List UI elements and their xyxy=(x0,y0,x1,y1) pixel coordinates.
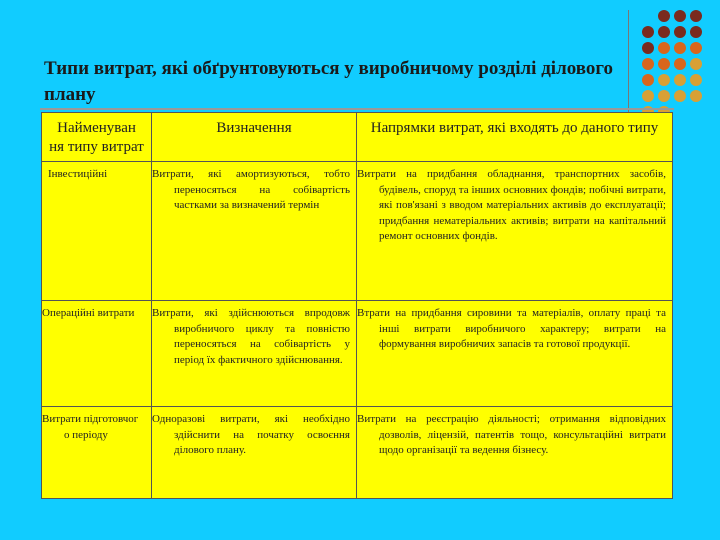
cost-type-cell: Витрати підготовчог о періоду xyxy=(42,407,152,499)
decorative-dot-grid xyxy=(642,10,720,120)
directions-cell: Витрати на реєстрацію діяльності; отримання відповідних дозволів, ліцензій, патентів тощо, консультаційні витрати щодо організації та ведення бізнесу. xyxy=(357,407,673,499)
table-row xyxy=(42,301,673,407)
decorative-dot xyxy=(642,26,654,38)
title-underline xyxy=(40,108,674,110)
decorative-dot xyxy=(674,42,686,54)
definition-cell: Витрати, які здійснюються впродовж виробничого циклу та повністю переносяться на собівартість у період їх фактичного здійснювання. xyxy=(152,301,357,407)
cost-type-cell: Інвестиційні xyxy=(42,162,152,301)
decorative-dot xyxy=(690,26,702,38)
decorative-dot xyxy=(642,74,654,86)
decorative-dot xyxy=(658,90,670,102)
decorative-dot xyxy=(674,58,686,70)
decorative-dot xyxy=(674,10,686,22)
decorative-dot xyxy=(642,42,654,54)
definition-cell: Одноразові витрати, які необхідно здійснити на початку освоєння ділового плану. xyxy=(152,407,357,499)
directions-cell: Втрати на придбання сировини та матеріалів, оплату праці та інші витрати виробничого характеру; витрати на формування виробничих запасів та готової продукції. xyxy=(357,301,673,407)
decorative-dot xyxy=(674,74,686,86)
decorative-dot xyxy=(658,26,670,38)
cost-type-cell: Операційні витрати xyxy=(42,301,152,407)
cost-types-table xyxy=(41,112,673,499)
decorative-dot xyxy=(658,10,670,22)
decorative-dot xyxy=(658,74,670,86)
decorative-dot xyxy=(674,26,686,38)
decorative-dot xyxy=(674,90,686,102)
decorative-dot xyxy=(690,10,702,22)
table-row xyxy=(42,407,673,499)
header-directions: Напрямки витрат, які входять до даного типу xyxy=(357,113,673,162)
decorative-vertical-line xyxy=(628,10,629,122)
header-definition: Визначення xyxy=(152,113,357,162)
decorative-dot xyxy=(642,58,654,70)
table-row xyxy=(42,162,673,301)
decorative-dot xyxy=(658,58,670,70)
decorative-dot xyxy=(690,42,702,54)
header-cost-type: Найменуван ня типу витрат xyxy=(42,113,152,162)
table-header-row xyxy=(42,113,673,162)
decorative-dot xyxy=(690,90,702,102)
decorative-dot xyxy=(642,90,654,102)
directions-cell: Витрати на придбання обладнання, транспортних засобів, будівель, споруд та інших основних фондів; побічні витрати, які пов'язані з вводом матеріальних активів до експлуатації; придбання нематеріальних активів; витрати на капітальний ремонт основних фондів. xyxy=(357,162,673,301)
decorative-dot xyxy=(690,74,702,86)
decorative-dot xyxy=(658,42,670,54)
slide-title: Типи витрат, які обґрунтовуються у виробничому розділі ділового плану xyxy=(44,58,614,105)
decorative-dot xyxy=(690,58,702,70)
definition-cell: Витрати, які амортизуються, тобто переносяться на собівартість частками за визначений термін xyxy=(152,162,357,301)
